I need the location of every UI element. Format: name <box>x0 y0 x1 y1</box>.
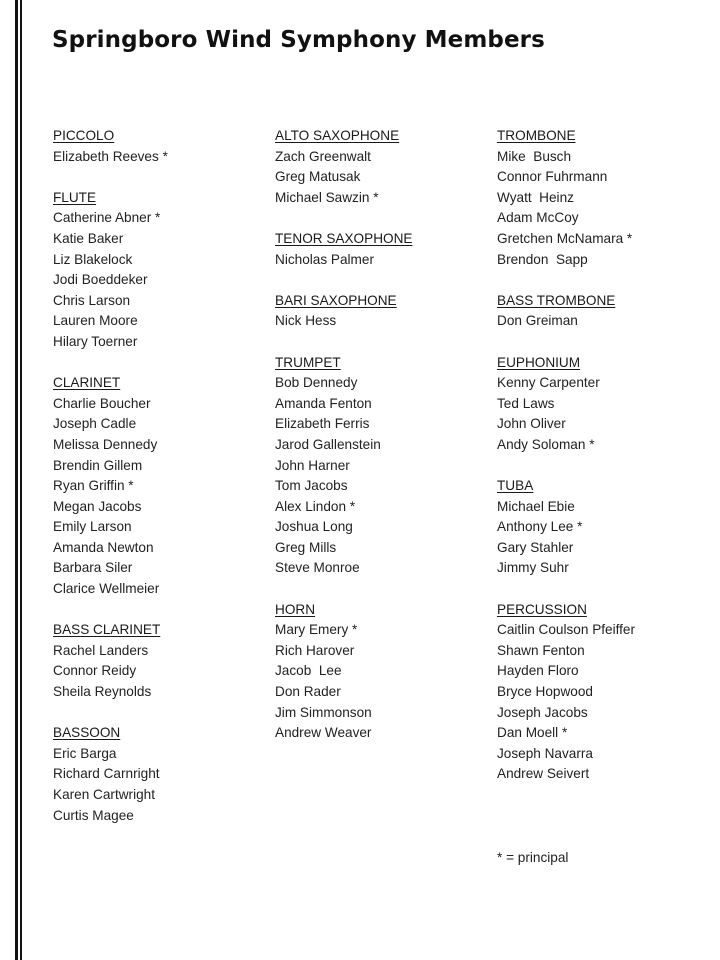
section-title: ALTO SAXOPHONE <box>275 128 400 143</box>
page-title: Springboro Wind Symphony Members <box>52 27 545 53</box>
section-title: BARI SAXOPHONE <box>275 292 397 308</box>
section-spacer <box>275 208 490 229</box>
member-name: Emily Larson <box>53 519 132 535</box>
instrument-section <box>53 373 268 600</box>
member-name: Jodi Boeddeker <box>53 272 148 288</box>
section-title: TRUMPET <box>275 354 341 370</box>
member-name: Zach Greenwalt <box>275 148 371 164</box>
instrument-section <box>497 126 712 270</box>
member-name: Connor Reidy <box>53 663 137 679</box>
member-name: Rachel Landers <box>53 642 149 658</box>
member-name: Catherine Abner * <box>53 210 161 226</box>
member-name: Wyatt Heinz <box>497 189 574 205</box>
member-name: Charlie Boucher <box>53 395 151 411</box>
section-spacer <box>275 332 490 353</box>
member-name: Alex Lindon * <box>275 498 356 514</box>
member-name: Anthony Lee * <box>497 519 583 535</box>
section-spacer <box>53 353 268 374</box>
member-name: Richard Carnright <box>53 766 160 782</box>
member-name: Jim Simmonson <box>275 704 372 720</box>
instrument-section <box>275 353 490 580</box>
instrument-section <box>275 291 490 332</box>
section-title: EUPHONIUM <box>497 354 581 370</box>
member-name: Brendon Sapp <box>497 251 588 267</box>
member-name: Michael Sawzin * <box>275 189 379 205</box>
section-title: BASSOON <box>53 725 121 741</box>
section-title: PERCUSSION <box>497 601 587 617</box>
member-name: Joshua Long <box>275 519 353 535</box>
instrument-section <box>275 126 490 208</box>
member-name: Jacob Lee <box>275 663 342 679</box>
member-name: Amanda Newton <box>53 539 154 555</box>
member-name: Caitlin Coulson Pfeiffer <box>497 622 636 638</box>
instrument-section <box>497 291 712 332</box>
member-name: Tom Jacobs <box>275 478 348 494</box>
left-border-rule <box>15 0 18 960</box>
section-spacer <box>497 270 712 291</box>
member-name: Joseph Jacobs <box>497 704 588 720</box>
member-name: Nicholas Palmer <box>275 251 374 267</box>
section-spacer <box>275 270 490 291</box>
left-border-rule-inner <box>20 0 22 960</box>
section-title: PICCOLO <box>53 128 115 143</box>
section-spacer <box>497 332 712 353</box>
roster-column-2 <box>275 126 490 744</box>
member-name: Amanda Fenton <box>275 395 372 411</box>
member-name: Sheila Reynolds <box>53 684 152 700</box>
roster-column-1 <box>53 126 268 826</box>
member-name: Barbara Siler <box>53 560 133 576</box>
section-spacer <box>497 456 712 477</box>
section-title: BASS TROMBONE <box>497 292 616 308</box>
section-spacer <box>275 579 490 600</box>
member-name: Elizabeth Reeves * <box>53 148 168 164</box>
member-name: Ryan Griffin * <box>53 478 134 494</box>
member-name: Dan Moell * <box>497 725 568 741</box>
instrument-section <box>53 620 268 702</box>
section-spacer <box>53 703 268 724</box>
section-title: BASS CLARINET <box>53 622 161 638</box>
section-spacer <box>53 167 268 188</box>
member-name: Brendin Gillem <box>53 457 143 473</box>
member-name: Mike Busch <box>497 148 572 164</box>
member-name: Joseph Cadle <box>53 416 137 432</box>
member-name: Elizabeth Ferris <box>275 416 370 432</box>
member-name: Gretchen McNamara * <box>497 230 633 246</box>
member-name: Karen Cartwright <box>53 787 155 802</box>
member-name: Jimmy Suhr <box>497 560 569 576</box>
member-name: Hayden Floro <box>497 663 579 679</box>
instrument-section <box>53 126 268 167</box>
roster-column-3 <box>497 126 712 785</box>
member-name: Clarice Wellmeier <box>53 581 160 597</box>
instrument-section <box>497 353 712 456</box>
member-name: Jarod Gallenstein <box>275 436 381 452</box>
member-name: Andy Soloman * <box>497 436 595 452</box>
member-name: Steve Monroe <box>275 560 360 576</box>
instrument-section <box>275 600 490 744</box>
member-name: Bryce Hopwood <box>497 684 593 700</box>
member-name: Eric Barga <box>53 745 117 761</box>
section-title: TUBA <box>497 478 534 494</box>
member-name: Gary Stahler <box>497 539 574 555</box>
member-name: Shawn Fenton <box>497 642 585 658</box>
member-name: Melissa Dennedy <box>53 436 158 452</box>
member-name: Connor Fuhrmann <box>497 169 608 185</box>
member-name: Don Rader <box>275 684 341 700</box>
member-name: Curtis Magee <box>53 807 134 823</box>
member-name: Michael Ebie <box>497 498 575 514</box>
section-title: HORN <box>275 601 316 617</box>
member-name: Nick Hess <box>275 313 337 329</box>
member-name: Bob Dennedy <box>275 375 358 391</box>
member-name: Liz Blakelock <box>53 251 133 267</box>
member-name: Lauren Moore <box>53 313 138 329</box>
member-name: Greg Matusak <box>275 169 361 185</box>
instrument-section <box>275 229 490 270</box>
member-name: Adam McCoy <box>497 210 579 226</box>
member-name: John Oliver <box>497 416 566 432</box>
member-name: Joseph Navarra <box>497 745 593 761</box>
member-name: Mary Emery * <box>275 622 358 638</box>
section-title: FLUTE <box>53 189 97 205</box>
principal-legend: * = principal <box>497 850 569 865</box>
instrument-section <box>53 723 268 826</box>
section-title: TROMBONE <box>497 128 576 143</box>
member-name: Greg Mills <box>275 539 337 555</box>
member-name: Andrew Seivert <box>497 766 590 782</box>
member-name: Hilary Toerner <box>53 333 138 349</box>
member-name: Ted Laws <box>497 395 555 411</box>
section-title: CLARINET <box>53 375 121 391</box>
member-name: John Harner <box>275 457 350 473</box>
member-name: Andrew Weaver <box>275 725 372 741</box>
member-name: Megan Jacobs <box>53 498 142 514</box>
member-name: Chris Larson <box>53 292 131 308</box>
member-name: Rich Harover <box>275 642 355 658</box>
instrument-section <box>53 188 268 353</box>
section-title: TENOR SAXOPHONE <box>275 230 413 246</box>
section-spacer <box>53 600 268 621</box>
member-name: Kenny Carpenter <box>497 375 600 391</box>
member-name: Don Greiman <box>497 313 578 329</box>
instrument-section <box>497 476 712 579</box>
member-name: Katie Baker <box>53 230 124 246</box>
instrument-section <box>497 600 712 785</box>
section-spacer <box>497 579 712 600</box>
